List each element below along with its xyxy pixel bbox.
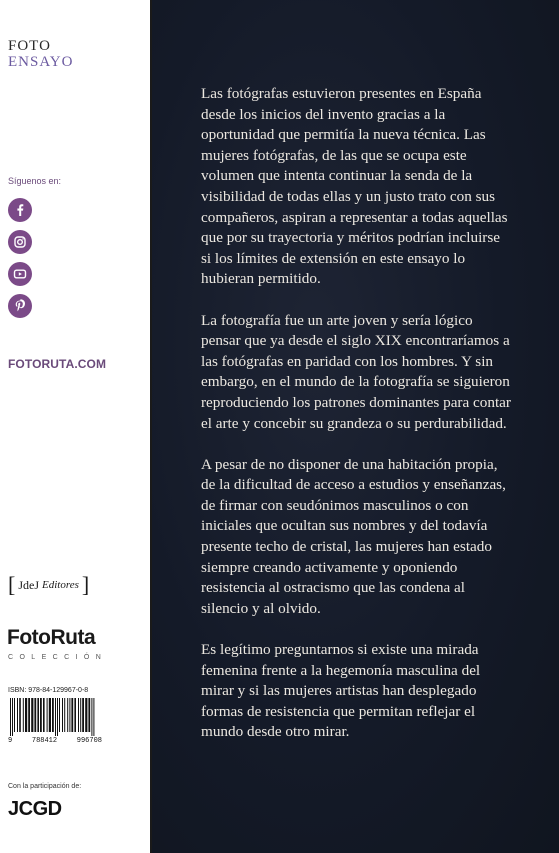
- barcode-bar: [14, 698, 15, 732]
- left-column: [0, 0, 150, 853]
- barcode-bar: [85, 698, 87, 732]
- facebook-icon[interactable]: [8, 198, 32, 222]
- barcode-bar: [93, 698, 94, 736]
- barcode-bar: [47, 698, 48, 732]
- barcode-bar: [19, 698, 21, 732]
- collection-brand: FotoRuta: [7, 626, 96, 649]
- publisher-bracket-open: [: [8, 572, 16, 597]
- barcode-bar: [25, 698, 27, 732]
- barcode-bar: [91, 698, 92, 736]
- barcode-bar: [69, 698, 70, 732]
- youtube-icon[interactable]: [8, 262, 32, 286]
- instagram-icon[interactable]: [8, 230, 32, 254]
- barcode-bar: [34, 698, 36, 732]
- publisher-logo: [8, 574, 89, 596]
- barcode-bar: [57, 698, 58, 736]
- partner-label: Con la participación de:: [8, 783, 82, 790]
- barcode-bar: [37, 698, 39, 732]
- barcode-bar: [71, 698, 73, 732]
- series-title-line2: ENSAYO: [8, 54, 74, 70]
- barcode-bar: [31, 698, 33, 732]
- publisher-name: JdeJ: [18, 577, 39, 592]
- barcode-bar: [10, 698, 11, 736]
- barcode-bar: [78, 698, 79, 732]
- barcode-bar: [64, 698, 65, 732]
- partner-logo: JCGD: [8, 798, 62, 820]
- barcode-digits: [8, 737, 102, 745]
- collection-subtitle: COLECCIÓN: [8, 654, 108, 661]
- barcode-bar: [49, 698, 51, 732]
- isbn-label: ISBN: 978-84-129967-0-8: [8, 687, 89, 694]
- barcode-bar: [88, 698, 90, 732]
- follow-label: Síguenos en:: [8, 176, 62, 186]
- barcode-bar: [59, 698, 60, 732]
- barcode-bar: [28, 698, 30, 732]
- barcode-bar: [62, 698, 63, 732]
- series-title-line1: FOTO: [8, 38, 51, 54]
- pinterest-icon[interactable]: [8, 294, 32, 318]
- paragraph: Las fotógrafas estuvieron presentes en España desde los inicios del invento gracias a la oportunidad que permitía la nueva técnica. Las mujeres fotógrafas, de las que se ocupa este volumen que intenta continuar la senda de la visibilidad de todas ellas y un justo trato con sus compañeros, aspiran a representar a todas aquellas que por su trayectoria y méritos podrían incluirse si los límites de extensión en este ensayo lo hubieran permitido.: [201, 85, 508, 288]
- barcode-bars: [8, 698, 100, 736]
- barcode-digit-group: 996708: [76, 737, 102, 745]
- paragraph: A pesar de no disponer de una habitación propia, de la dificultad de acceso a estudios y enseñanzas, de firmar con seudónimos masculinos o con iniciales que ocultan sus nombres y del todavía presente techo de cristal, las mujeres han estado siempre creando activamente y oponiendo resistencia al ostracismo que las condena al silencio y al olvido.: [201, 455, 506, 617]
- paragraph: Es legítimo preguntarnos si existe una mirada femenina frente a la hegemonía masculina del mirar y si las mujeres artistas han desplegado formas de resistencia que permitan reflejar el mundo desde otro mirar.: [201, 641, 481, 741]
- website-link[interactable]: FOTORUTA.COM: [8, 357, 107, 371]
- barcode-digit-group: 788412: [31, 737, 58, 745]
- publisher-suffix: Editores: [42, 579, 79, 591]
- barcode-bar: [67, 698, 68, 732]
- back-cover-text: [201, 84, 513, 743]
- barcode-bar: [80, 698, 81, 732]
- barcode-bar: [40, 698, 42, 732]
- barcode-bar: [17, 698, 18, 732]
- publisher-bracket-close: ]: [81, 572, 90, 597]
- barcode-bar: [74, 698, 76, 732]
- barcode-bar: [55, 698, 56, 736]
- barcode-bar: [43, 698, 45, 732]
- barcode-bar: [23, 698, 24, 732]
- barcode-bar: [52, 698, 54, 732]
- barcode-digit-group: 9: [8, 737, 13, 745]
- barcode-bar: [82, 698, 84, 732]
- paragraph: La fotografía fue un arte joven y sería lógico pensar que ya desde el siglo XIX encontraríamos a las fotógrafas en paridad con los hombres. Y sin embargo, en el mundo de la fotografía se siguieron reproduciendo los patrones dominantes para contar el arte y concebir su grandeza o su perdurabilidad.: [201, 311, 511, 432]
- barcode-bar: [12, 698, 13, 736]
